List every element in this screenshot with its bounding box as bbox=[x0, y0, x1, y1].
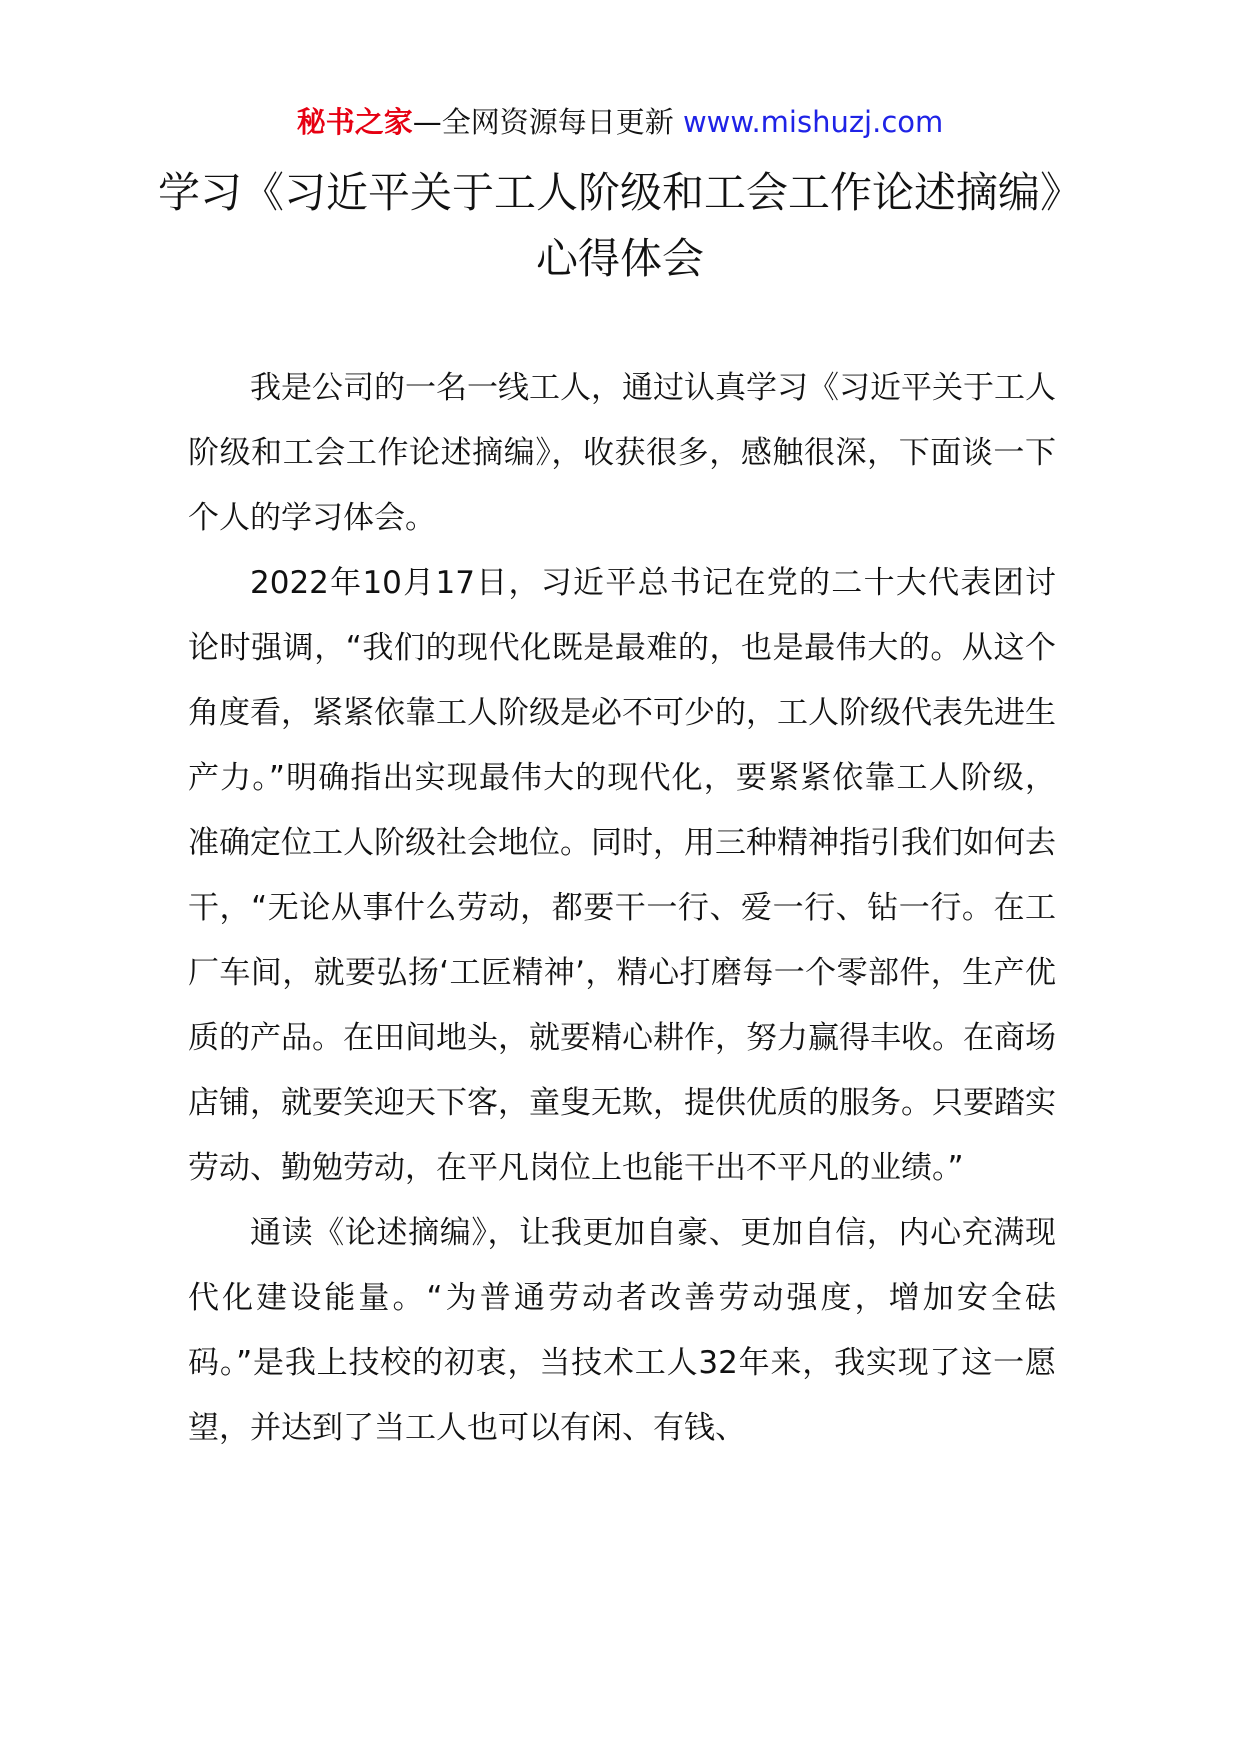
paragraph-2: 2022年10月17日，习近平总书记在党的二十大代表团讨论时强调，“我们的现代化既是最难的，也是最伟大的。从这个角度看，紧紧依靠工人阶级是必不可少的，工人阶级代表先进生产力。”明确指出实现最伟大的现代化，要紧紧依靠工人阶级，准确定位工人阶级社会地位。同时，用三种精神指引我们如何去干，“无论从事什么劳动，都要干一行、爱一行、钻一行。在工厂车间，就要弘扬‘工匠精神’，精心打磨每一个零部件，生产优质的产品。在田间地头，就要精心耕作，努力赢得丰收。在商场店铺，就要笑迎天下客，童叟无欺，提供优质的服务。只要踏实劳动、勤勉劳动，在平凡岗位上也能干出不平凡的业绩。” bbox=[188, 565, 1056, 1186]
paragraph-1: 我是公司的一名一线工人，通过认真学习《习近平关于工人阶级和工会工作论述摘编》，收获很多，感触很深，下面谈一下个人的学习体会。 bbox=[188, 370, 1056, 536]
site-header bbox=[0, 102, 1240, 142]
document-title: 学习《习近平关于工人阶级和工会工作论述摘编》心得体会 bbox=[157, 168, 1082, 283]
paragraph-3: 通读《论述摘编》，让我更加自豪、更加自信，内心充满现代化建设能量。“为普通劳动者改善劳动强度，增加安全砝码。”是我上技校的初衷，当技术工人32年来，我实现了这一愿望，并达到了当工人也可以有闲、有钱、 bbox=[188, 1215, 1056, 1446]
document-body bbox=[188, 356, 1056, 1461]
site-slogan: —全网资源每日更新 bbox=[412, 105, 674, 139]
site-url-link[interactable]: www.mishuzj.com bbox=[682, 105, 944, 139]
site-brand: 秘书之家 bbox=[296, 105, 413, 139]
